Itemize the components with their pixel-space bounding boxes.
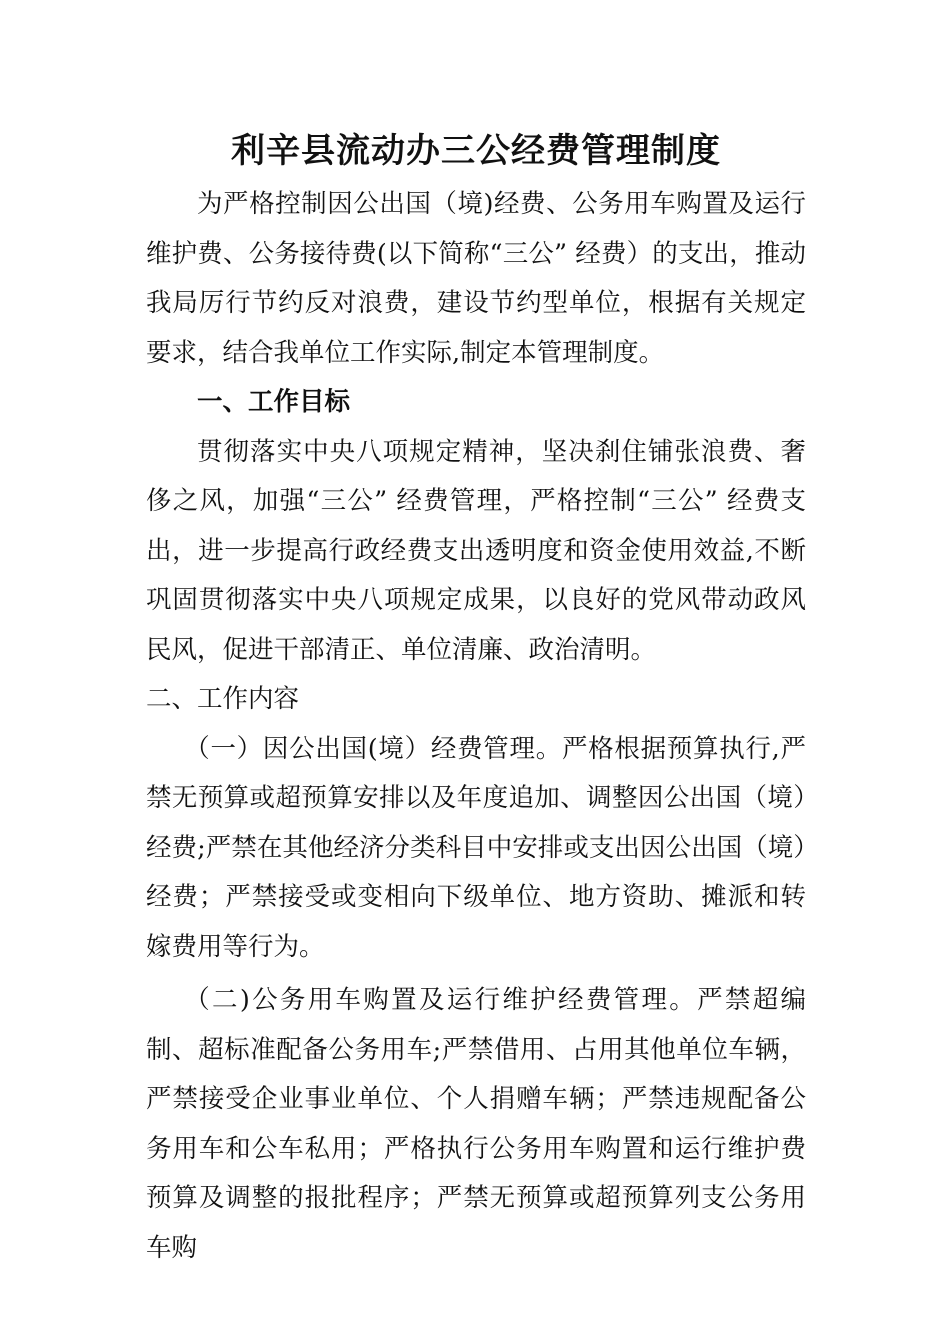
section-2-item-1: （一）因公出国(境）经费管理。严格根据预算执行,严禁无预算或超预算安排以及年度追加、调整因公出国（境）经费;严禁在其他经济分类科目中安排或支出因公出国（境）经费；严禁接受或变相向下级单位、地方资助、摊派和转嫁费用等行为。	[146, 733, 806, 962]
section-2-heading: 二、工作内容	[146, 684, 300, 714]
section-1-body: 贯彻落实中央八项规定精神，坚决刹住铺张浪费、奢侈之风，加强“三公” 经费管理，严格控制“三公” 经费支出，进一步提高行政经费支出透明度和资金使用效益,不断巩固贯彻落实中央八项规定成果，以良好的党风带动政风民风，促进干部清正、单位清廉、政治清明。	[146, 436, 806, 665]
intro-paragraph: 为严格控制因公出国（境)经费、公务用车购置及运行维护费、公务接待费(以下简称“三公” 经费）的支出，推动我局厉行节约反对浪费，建设节约型单位，根据有关规定要求，结合我单位工作实际,制定本管理制度。	[146, 189, 806, 368]
section-2-item-2: （二)公务用车购置及运行维护经费管理。严禁超编制、超标准配备公务用车;严禁借用、占用其他单位车辆，严禁接受企业事业单位、个人捐赠车辆；严禁违规配备公务用车和公车私用；严格执行公务用车购置和运行维护费预算及调整的报批程序；严禁无预算或超预算列支公务用车购	[146, 985, 806, 1263]
document-page	[146, 128, 806, 1273]
document-title: 利辛县流动办三公经费管理制度	[231, 131, 721, 171]
section-1-heading: 一、工作目标	[197, 387, 351, 417]
